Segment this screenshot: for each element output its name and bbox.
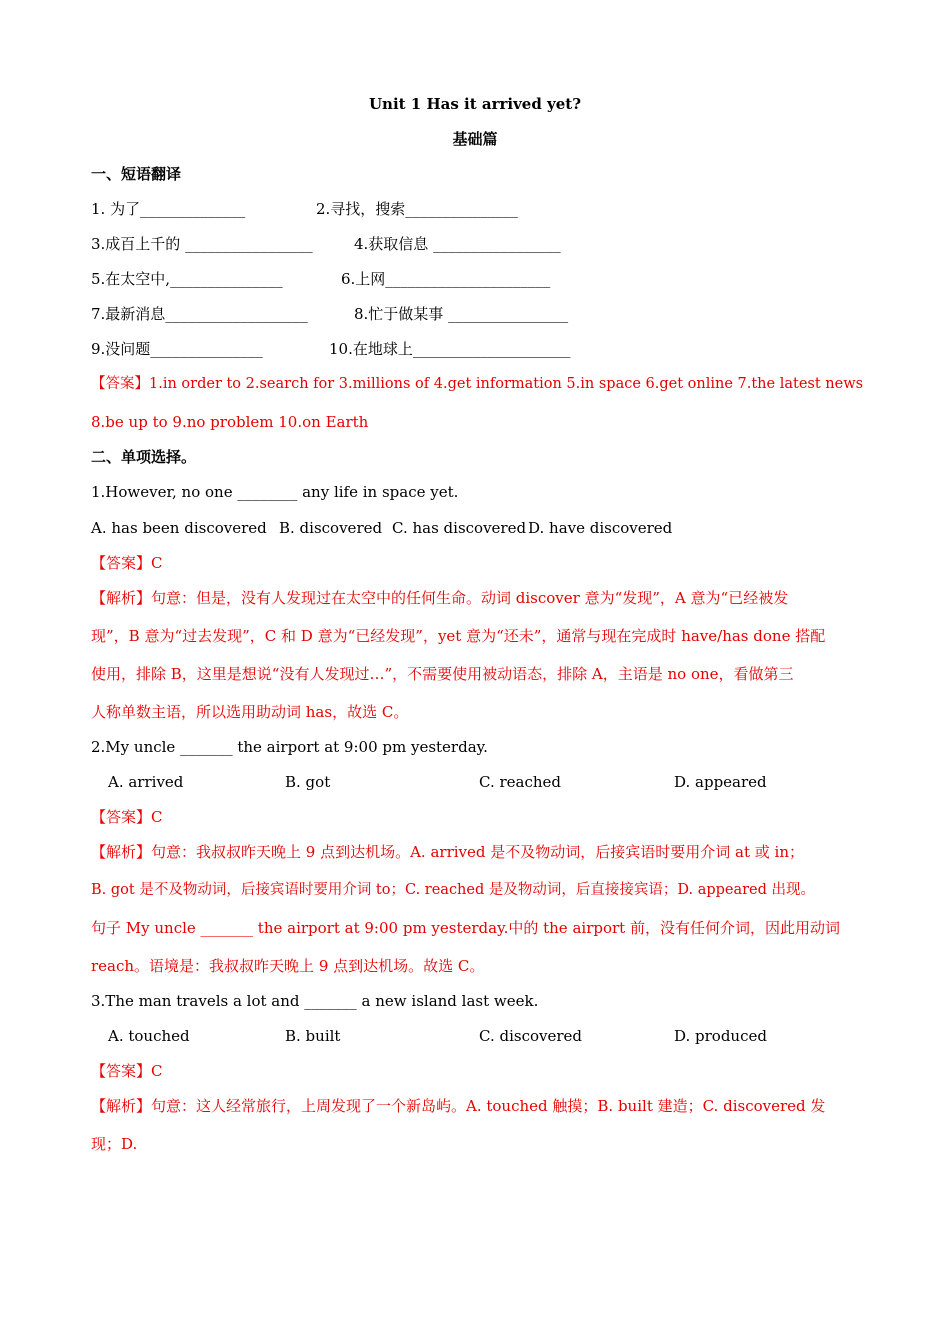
section1-answer-line1: 【答案】1.in order to 2.search for 3.millions of 4.get information 5.in space 6.get online 7.the latest news: [91, 376, 864, 392]
question-3-option-c: C. discovered: [479, 1027, 583, 1045]
question-3-option-d: D. produced: [674, 1027, 767, 1045]
phrase-item-6: 6.上网______________________: [341, 270, 551, 288]
phrase-item-4: 4.获取信息 _________________: [354, 235, 561, 253]
question-1-analysis-line3: 使用，排除 B，这里是想说“没有人发现过…”，不需要使用被动语态，排除 A，主语是 no one，看做第三: [91, 665, 794, 683]
section-heading-phrase-translation: 一、短语翻译: [91, 165, 182, 183]
question-2-option-c: C. reached: [479, 773, 562, 791]
question-1-option-d: D. have discovered: [528, 519, 673, 537]
phrase-item-3: 3.成百上千的 _________________: [91, 235, 313, 253]
question-2-option-b: B. got: [285, 773, 331, 791]
phrase-item-9: 9.没问题_______________: [91, 340, 263, 358]
question-1-option-b: B. discovered: [279, 519, 383, 537]
phrase-item-8: 8.忙于做某事 ________________: [354, 305, 569, 323]
phrase-item-2: 2.寻找，搜索_______________: [316, 200, 518, 218]
question-1-analysis-line2: 现”，B 意为“过去发现”，C 和 D 意为“已经发现”，yet 意为“还未”，通常与现在完成时 have/has done 搭配: [91, 627, 826, 645]
question-1-answer: 【答案】C: [91, 554, 163, 572]
question-2-option-d: D. appeared: [674, 773, 767, 791]
question-3-option-a: A. touched: [108, 1027, 190, 1045]
phrase-item-1: 1. 为了______________: [91, 200, 246, 218]
question-3-option-b: B. built: [285, 1027, 341, 1045]
section1-answer-line2: 8.be up to 9.no problem 10.on Earth: [91, 413, 369, 431]
question-1-option-c: C. has discovered: [392, 519, 527, 537]
question-2-analysis-line4: reach。语境是：我叔叔昨天晚上 9 点到达机场。故选 C。: [91, 957, 485, 975]
question-2-analysis-line2: B. got 是不及物动词，后接宾语时要用介词 to；C. reached 是及物动词，后直接接宾语；D. appeared 出现。: [91, 882, 816, 898]
question-1-stem: 1.However, no one ________ any life in space yet.: [91, 483, 459, 501]
question-1-analysis-line1: 【解析】句意：但是，没有人发现过在太空中的任何生命。动词 discover 意为“发现”，A 意为“已经被发: [91, 589, 789, 607]
question-2-analysis-line3: 句子 My uncle _______ the airport at 9:00 pm yesterday.中的 the airport 前，没有任何介词，因此用动词: [91, 919, 840, 937]
question-3-stem: 3.The man travels a lot and _______ a new island last week.: [91, 992, 539, 1010]
phrase-item-7: 7.最新消息___________________: [91, 305, 308, 323]
question-2-analysis-line1: 【解析】句意：我叔叔昨天晚上 9 点到达机场。A. arrived 是不及物动词，后接宾语时要用介词 at 或 in；: [91, 843, 804, 861]
phrase-item-5: 5.在太空中,_______________: [91, 270, 283, 288]
question-2-option-a: A. arrived: [108, 773, 184, 791]
question-2-answer: 【答案】C: [91, 808, 163, 826]
phrase-item-10: 10.在地球上_____________________: [329, 340, 571, 358]
question-2-stem: 2.My uncle _______ the airport at 9:00 pm yesterday.: [91, 738, 488, 756]
question-3-answer: 【答案】C: [91, 1062, 163, 1080]
question-1-option-a: A. has been discovered: [91, 519, 267, 537]
document-title: Unit 1 Has it arrived yet?: [368, 95, 582, 113]
question-1-analysis-line4: 人称单数主语，所以选用助动词 has，故选 C。: [91, 703, 409, 721]
question-3-analysis-line2: 现；D.: [91, 1135, 138, 1153]
question-3-analysis-line1: 【解析】句意：这人经常旅行，上周发现了一个新岛屿。A. touched 触摸；B. built 建造；C. discovered 发: [91, 1097, 826, 1115]
document-subtitle: 基础篇: [452, 130, 498, 148]
section-heading-multiple-choice: 二、单项选择。: [91, 448, 197, 466]
